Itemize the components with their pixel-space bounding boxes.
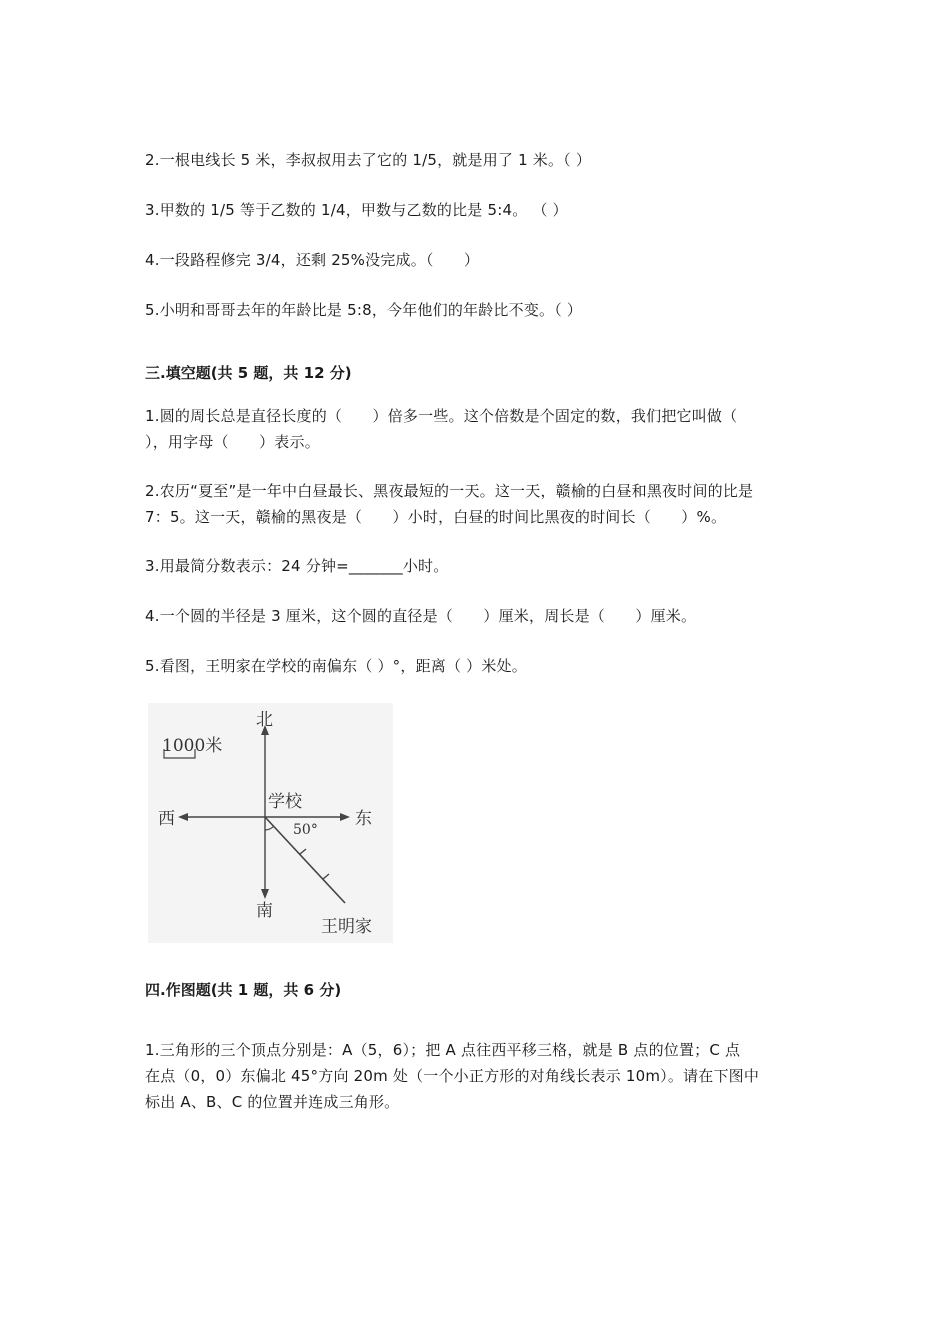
fill-q2-line1: 2.农历“夏至”是一年中白昼最长、黑夜最短的一天。这一天，赣榆的白昼和黑夜时间的比是 <box>145 482 754 500</box>
draw-q1-line3: 标出 A、B、C 的位置并连成三角形。 <box>145 1093 400 1111</box>
draw-q1-line1: 1.三角形的三个顶点分别是：A（5，6）；把 A 点往西平移三格，就是 B 点的位置；C 点 <box>145 1041 741 1059</box>
south-label: 南 <box>256 901 273 921</box>
direction-figure <box>148 703 393 943</box>
fill-q1-line2: ），用字母（ ）表示。 <box>145 433 320 451</box>
fill-q1-line1: 1.圆的周长总是直径长度的（ ）倍多一些。这个倍数是个固定的数，我们把它叫做（ <box>145 407 738 425</box>
fill-q2-line2: 7：5。这一天，赣榆的黑夜是（ ）小时，白昼的时间比黑夜的时间长（ ）%。 <box>145 508 727 526</box>
section-4-title: 四.作图题(共 1 题，共 6 分) <box>145 981 342 999</box>
judgement-item-5: 5.小明和哥哥去年的年龄比是 5:8，今年他们的年龄比不变。（ ） <box>145 301 583 319</box>
east-label: 东 <box>355 809 372 829</box>
west-label: 西 <box>158 809 175 829</box>
school-label: 学校 <box>268 792 302 812</box>
direction-diagram <box>148 703 393 943</box>
fill-q4: 4.一个圆的半径是 3 厘米，这个圆的直径是（ ）厘米，周长是（ ）厘米。 <box>145 607 697 625</box>
draw-q1-line2: 在点（0，0）东偏北 45°方向 20m 处（一个小正方形的对角线长表示 10m）。请在下图中 <box>145 1067 760 1085</box>
home-label: 王明家 <box>321 917 372 937</box>
judgement-item-3: 3.甲数的 1/5 等于乙数的 1/4，甲数与乙数的比是 5:4。 （ ） <box>145 201 568 219</box>
north-label: 北 <box>256 710 273 730</box>
fill-q5: 5.看图，王明家在学校的南偏东（ ）°，距离（ ）米处。 <box>145 657 527 675</box>
judgement-item-4: 4.一段路程修完 3/4，还剩 25%没完成。（ ） <box>145 251 480 269</box>
scale-label: 1000米 <box>162 736 223 756</box>
judgement-item-2: 2.一根电线长 5 米，李叔叔用去了它的 1/5，就是用了 1 米。（ ） <box>145 151 592 169</box>
section-3-title: 三.填空题(共 5 题，共 12 分) <box>145 364 352 382</box>
angle-label: 50° <box>293 822 318 838</box>
fill-q3: 3.用最简分数表示：24 分钟=_______小时。 <box>145 557 449 575</box>
